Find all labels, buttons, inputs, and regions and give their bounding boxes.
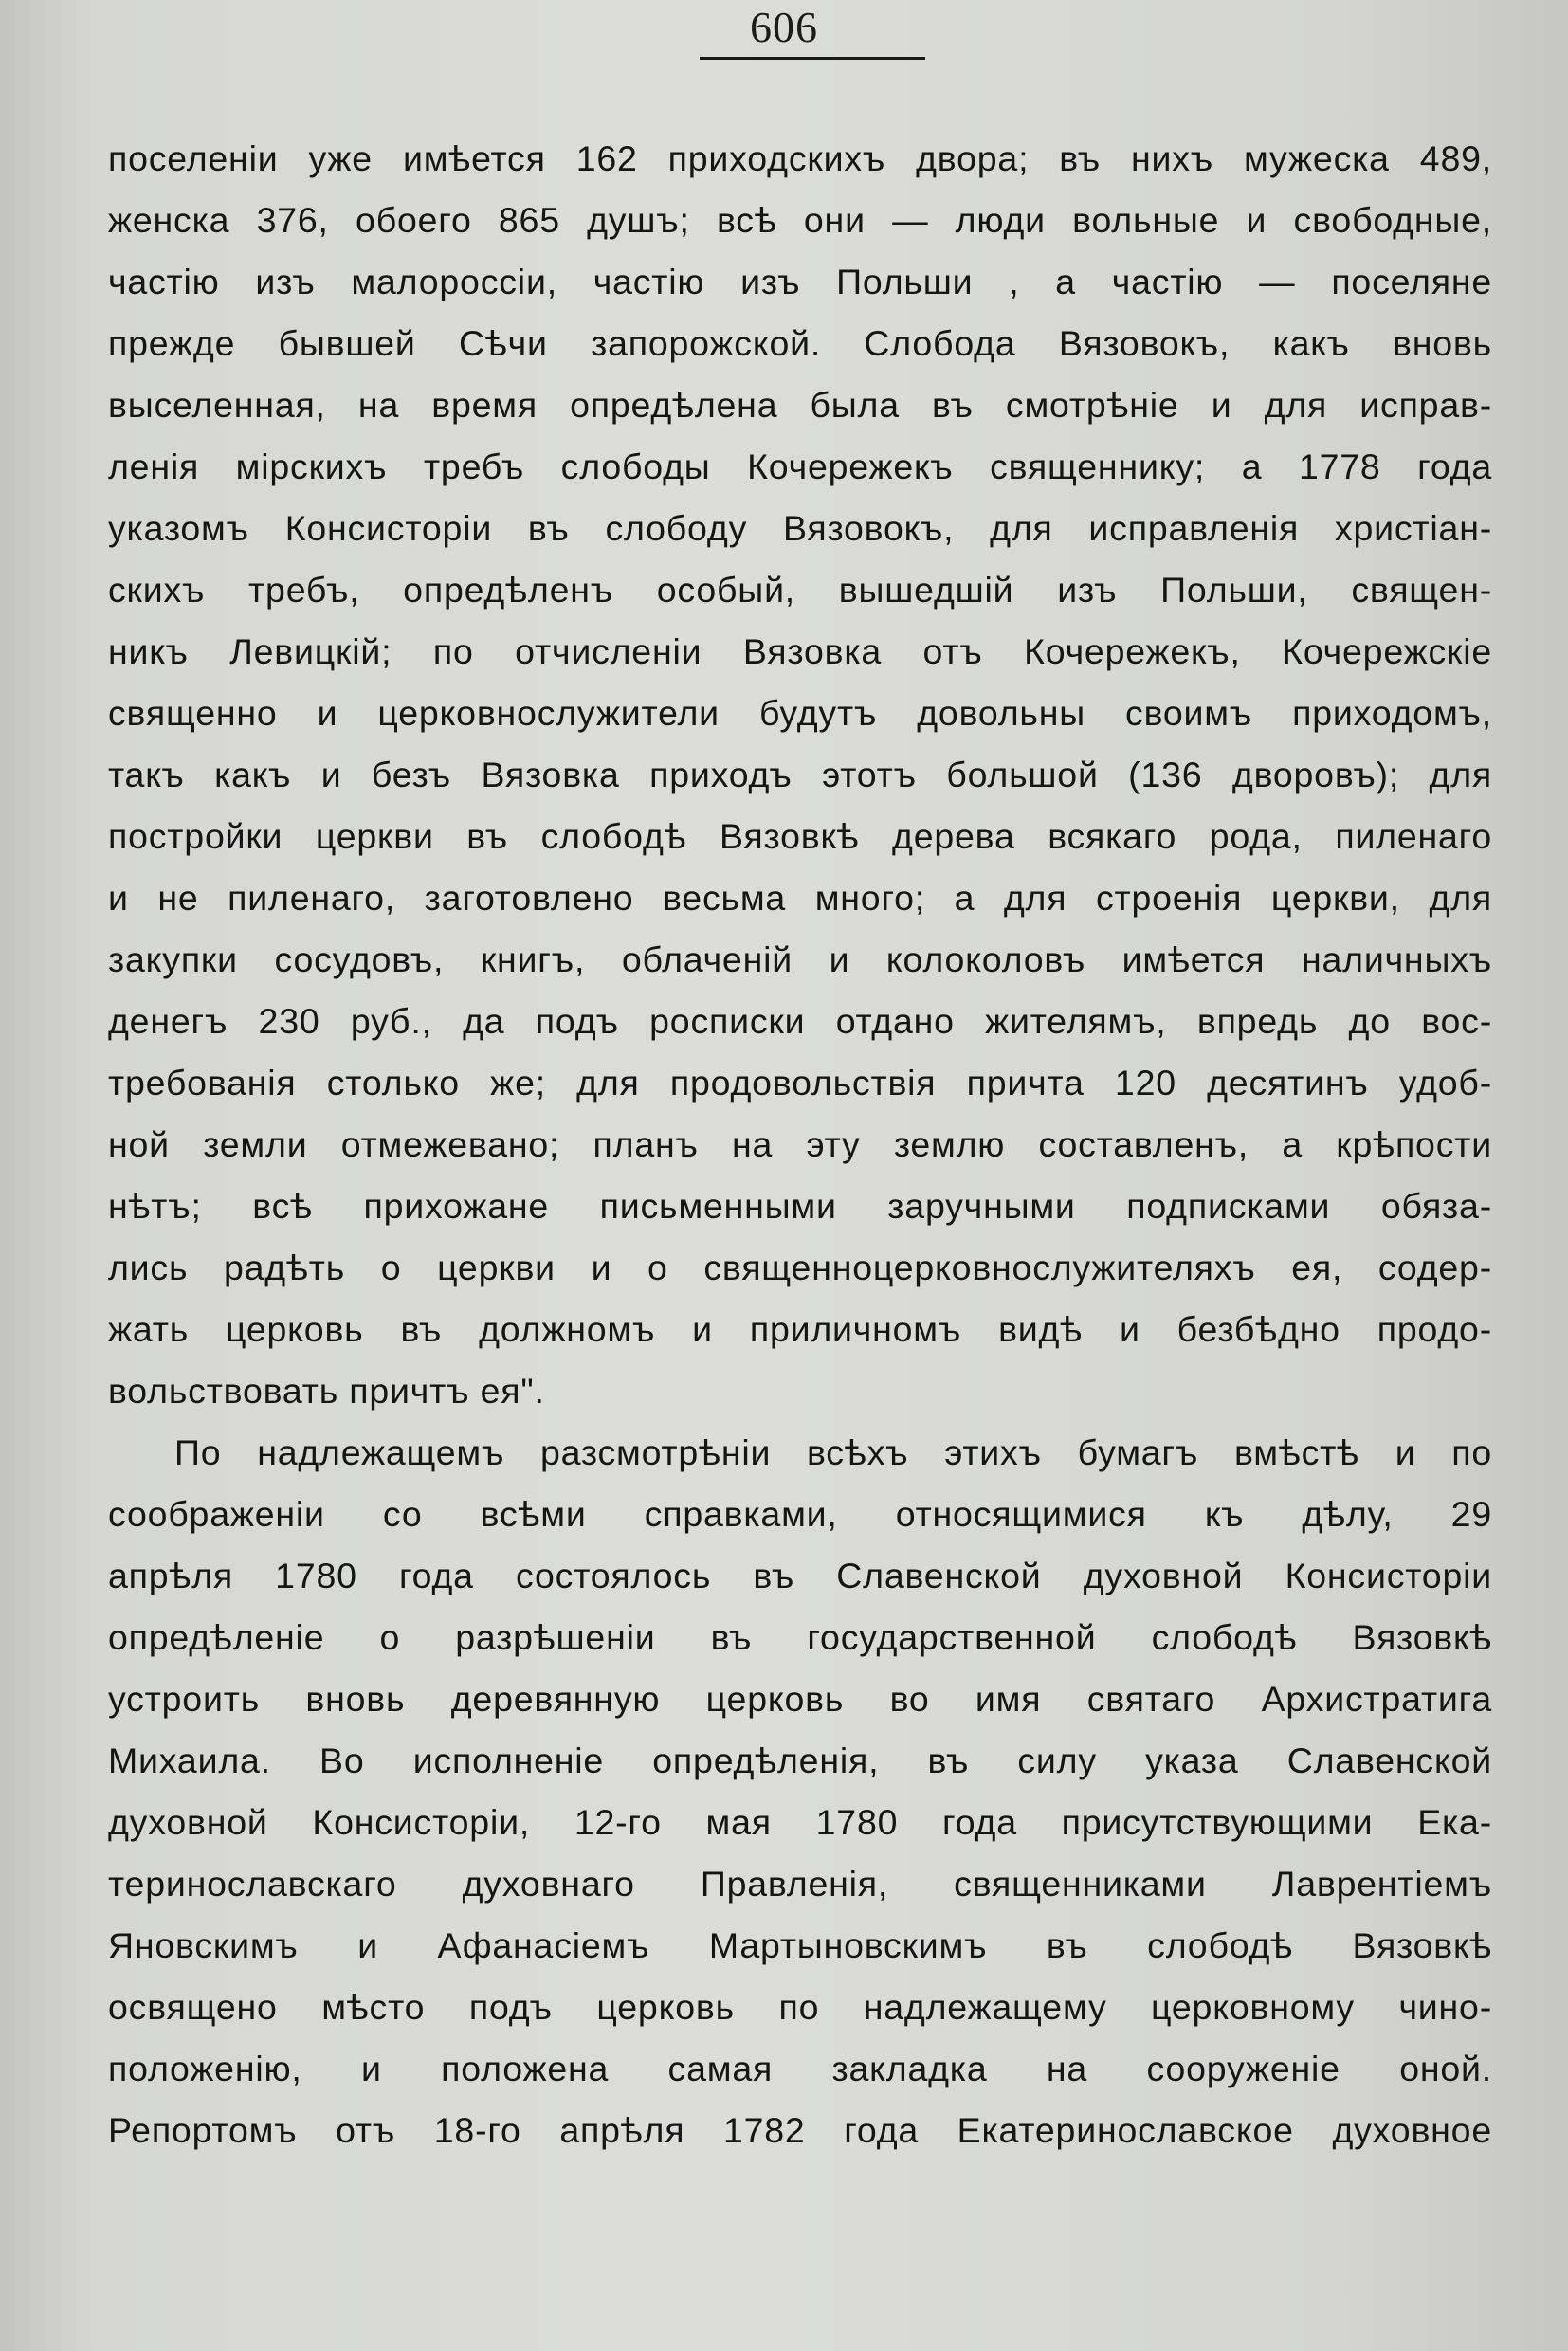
text-line: и не пиленаго, заготовлено весьма много; а для строенiя церкви, для xyxy=(108,878,1492,918)
text-line: прежде бывшей Сѣчи запорожской. Слобода Вязовокъ, какъ вновь xyxy=(108,323,1492,363)
text-line: ной земли отмежевано; планъ на эту землю составленъ, а крѣпости xyxy=(108,1124,1492,1164)
page-number-rule xyxy=(700,57,925,60)
text-line: опредѣленiе о разрѣшенiи въ государственной слободѣ Вязовкѣ xyxy=(108,1617,1492,1657)
text-line: духовной Консисторiи, 12-го мая 1780 года присутствующими Ека- xyxy=(108,1802,1492,1842)
text-line: соображенiи со всѣми справками, относящимися къ дѣлу, 29 xyxy=(108,1494,1492,1534)
text-line: указомъ Консисторiи въ слободу Вязовокъ, для исправленiя христiан- xyxy=(108,508,1492,548)
text-line: положенiю, и положена самая закладка на сооруженiе оной. xyxy=(108,2049,1492,2088)
text-line: освящено мѣсто подъ церковь по надлежащему церковному чино- xyxy=(108,1987,1492,2027)
text-line: жать церковь въ должномъ и приличномъ видѣ и безбѣдно продо- xyxy=(108,1309,1492,1349)
text-line: женска 376, обоего 865 душъ; всѣ они — люди вольные и свободные, xyxy=(108,200,1492,240)
text-line: денегъ 230 руб., да подъ росписки отдано жителямъ, впредь до вос- xyxy=(108,1001,1492,1041)
text-line: теринославскаго духовнаго Правленiя, священниками Лаврентiемъ xyxy=(108,1864,1492,1904)
text-line: По надлежащемъ разсмотрѣнiи всѣхъ этихъ бумагъ вмѣстѣ и по xyxy=(174,1432,1492,1472)
text-line: закупки сосудовъ, книгъ, облаченiй и колоколовъ имѣется наличныхъ xyxy=(108,939,1492,979)
text-line: частiю изъ малороссiи, частiю изъ Польши , а частiю — поселяне xyxy=(108,262,1492,301)
text-line: Михаила. Во исполненiе опредѣленiя, въ силу указа Славенской xyxy=(108,1740,1492,1780)
text-line: вольствовать причтъ ея". xyxy=(108,1371,545,1411)
text-line: требованiя столько же; для продовольствiя причта 120 десятинъ удоб- xyxy=(108,1063,1492,1103)
text-line: священно и церковнослужители будутъ довольны своимъ приходомъ, xyxy=(108,693,1492,733)
text-line: ленiя мiрскихъ требъ слободы Кочережекъ священнику; а 1778 года xyxy=(108,447,1492,486)
body-text xyxy=(108,128,1492,2161)
text-line: такъ какъ и безъ Вязовка приходъ этотъ большой (136 дворовъ); для xyxy=(108,755,1492,794)
text-line: скихъ требъ, опредѣленъ особый, вышедшiй изъ Польши, священ- xyxy=(108,570,1492,610)
text-line: поселенiи уже имѣется 162 приходскихъ двора; въ нихъ мужеска 489, xyxy=(108,138,1492,178)
text-line: лись радѣть о церкви и о священноцерковнослужителяхъ ея, содер- xyxy=(108,1248,1492,1287)
text-line: Репортомъ отъ 18-го апрѣля 1782 года Екатеринославское духовное xyxy=(108,2110,1492,2150)
text-line: постройки церкви въ слободѣ Вязовкѣ дерева всякаго рода, пиленаго xyxy=(108,816,1492,856)
text-line: нѣтъ; всѣ прихожане письменными заручными подписками обяза- xyxy=(108,1186,1492,1226)
text-line: устроить вновь деревянную церковь во имя святаго Архистратига xyxy=(108,1679,1492,1719)
page-number: 606 xyxy=(750,3,818,51)
text-line: Яновскимъ и Афанасiемъ Мартыновскимъ въ слободѣ Вязовкѣ xyxy=(108,1925,1492,1965)
text-line: никъ Левицкiй; по отчисленiи Вязовка отъ Кочережекъ, Кочережскiе xyxy=(108,631,1492,671)
text-line: апрѣля 1780 года состоялось въ Славенской духовной Консисторiи xyxy=(108,1556,1492,1595)
text-line: выселенная, на время опредѣлена была въ смотрѣнiе и для исправ- xyxy=(108,385,1492,425)
